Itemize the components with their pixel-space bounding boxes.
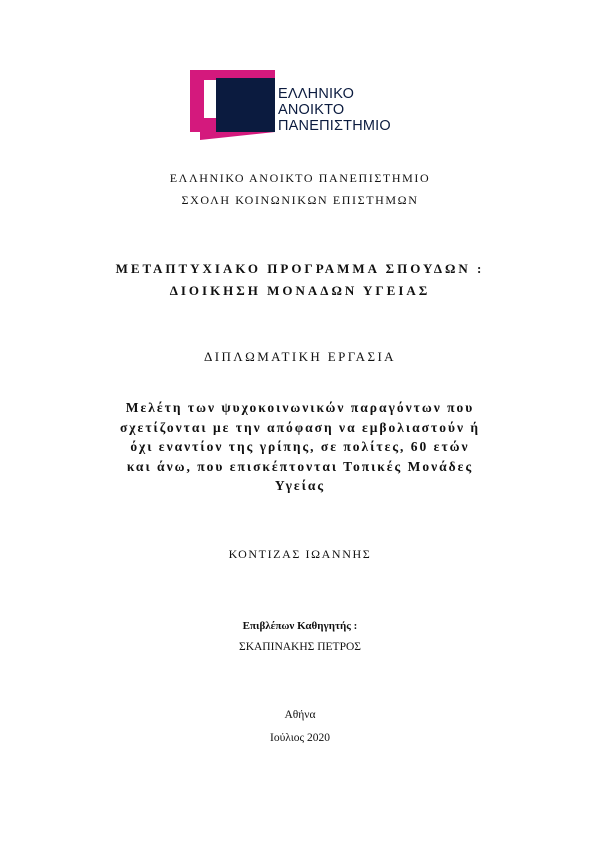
school-name: ΣΧΟΛΗ ΚΟΙΝΩΝΙΚΩΝ ΕΠΙΣΤΗΜΩΝ [181,193,419,207]
thesis-title-line-3: όχι εναντίον της γρίπης, σε πολίτες, 60 ετών [130,439,470,454]
place: Αθήνα [284,709,316,721]
university-logo [190,70,420,140]
thesis-title [0,398,600,496]
author-name: ΚΟΝΤΙΖΑΣ ΙΩΑΝΝΗΣ [228,547,372,561]
institution-block [0,167,600,211]
program-line-1: ΜΕΤΑΠΤΥΧΙΑΚΟ ΠΡΟΓΡΑΜΜΑ ΣΠΟΥΔΩΝ : [115,261,485,276]
document-type: ΔΙΠΛΩΜΑΤΙΚΗ ΕΡΓΑΣΙΑ [204,349,396,364]
program-block [0,258,600,302]
logo-wordmark [278,86,391,134]
supervisor-name: ΣΚΑΠΙΝΑΚΗΣ ΠΕΤΡΟΣ [239,641,361,653]
program-line-2: ΔΙΟΙΚΗΣΗ ΜΟΝΑΔΩΝ ΥΓΕΙΑΣ [169,283,431,298]
university-name: ΕΛΛΗΝΙΚΟ ΑΝΟΙΚΤΟ ΠΑΝΕΠΙΣΤΗΜΙΟ [169,171,431,185]
logo-emblem-icon [190,70,275,140]
thesis-title-line-1: Μελέτη των ψυχοκοινωνικών παραγόντων που [125,400,475,415]
supervisor-label: Επιβλέπων Καθηγητής : [242,620,358,632]
logo-line-2: ΑΝΟΙΚΤΟ [278,102,345,118]
date: Ιούλιος 2020 [270,732,330,744]
thesis-title-line-4: και άνω, που επισκέπτονται Τοπικές Μονάδες [126,458,474,474]
logo-line-3: ΠΑΝΕΠΙΣΤΗΜΙΟ [278,118,391,134]
logo-line-1: ΕΛΛΗΝΙΚΟ [278,86,355,102]
thesis-title-line-5: Υγείας [274,478,326,493]
thesis-title-line-2: σχετίζονται με την απόφαση να εμβολιαστούν ή [119,419,481,435]
